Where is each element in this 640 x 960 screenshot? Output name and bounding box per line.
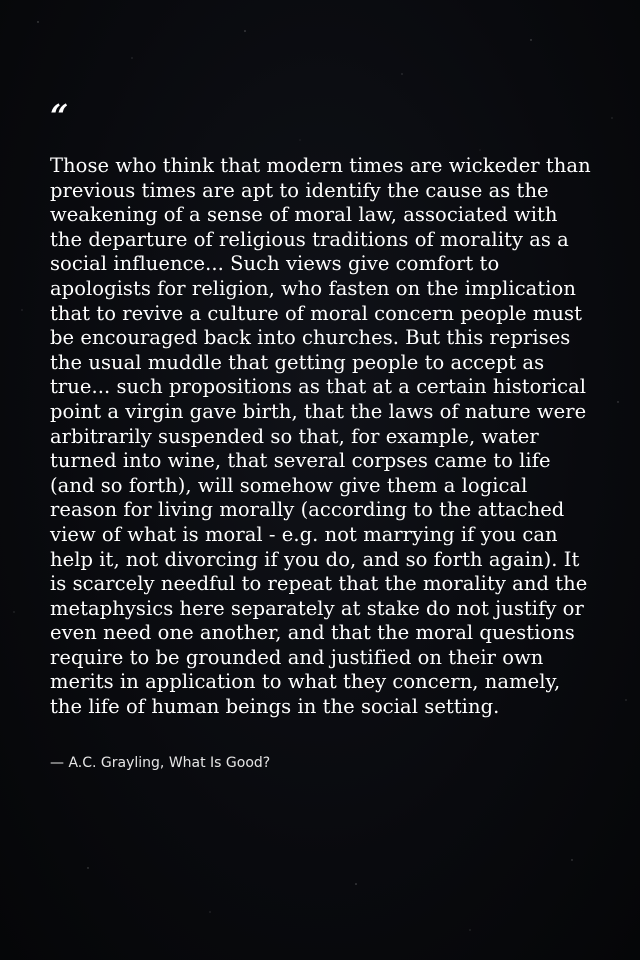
- quote-text: Those who think that modern times are wickeder than previous times are apt to identify the cause as the weakening of a sense of moral law, associated with the departure of religious traditions of morality as a social influence... Such views give comfort to apologists for religion, who fasten on the implication that to revive a culture of moral concern people must be encouraged back into churches. But this reprises the usual muddle that getting people to accept as true... such propositions as that at a certain historical point a virgin gave birth, that the laws of nature were arbitrarily suspended so that, for example, water turned into wine, that several corpses came to life (and so forth), will somehow give them a logical reason for living morally (according to the attached view of what is moral - e.g. not marrying if you can help it, not divorcing if you do, and so forth again). It is scarcely needful to repeat that the morality and the metaphysics here separately at stake do not justify or even need one another, and that the moral questions require to be grounded and justified on their own merits in application to what they concern, namely, the life of human beings in the social setting.: [50, 154, 591, 719]
- quote-attribution: — A.C. Grayling, What Is Good?: [50, 754, 271, 771]
- quote-mark-icon: “: [50, 97, 69, 135]
- quote-card: [50, 97, 595, 772]
